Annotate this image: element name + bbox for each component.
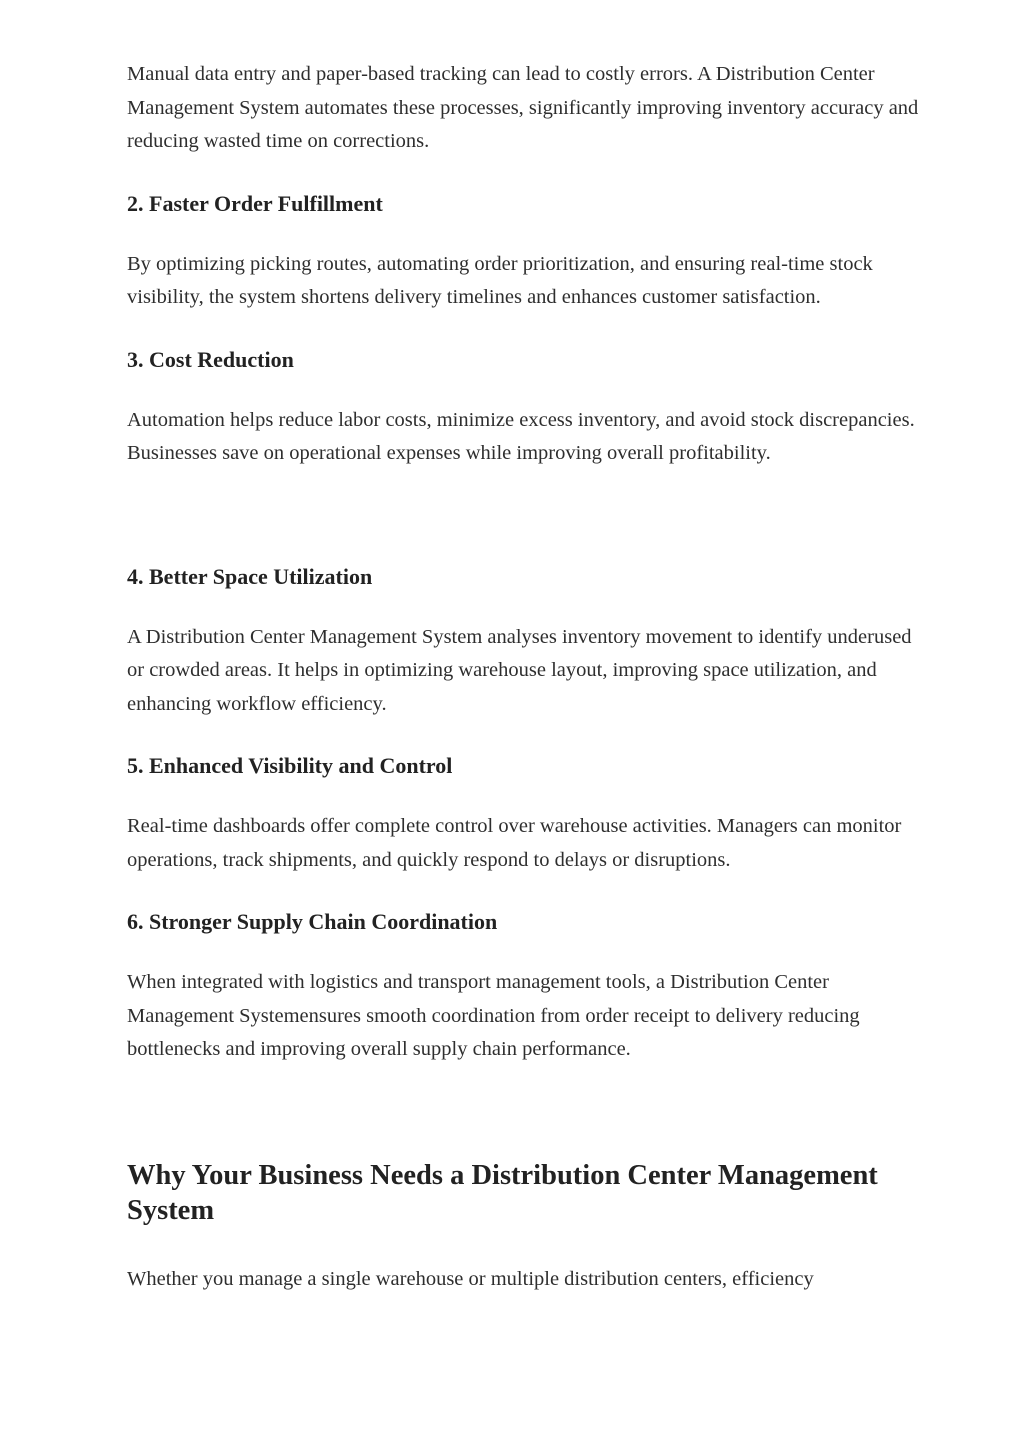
benefit-text-cost-reduction: Automation helps reduce labor costs, minimize excess inventory, and avoid stock discrepancies. Businesses save on operational expenses while improving overall profitability. [127, 408, 915, 464]
benefit-text-faster-order-fulfillment: By optimizing picking routes, automating order prioritization, and ensuring real-time stock visibility, the system shortens delivery timelines and enhances customer satisfaction. [127, 252, 873, 308]
benefit-text-supply-chain: When integrated with logistics and transport management tools, a Distribution Center Management Systemensures smooth coordination from order receipt to delivery reducing bottlenecks and improving overall supply chain performance. [127, 971, 860, 1060]
benefit-heading-supply-chain: 6. Stronger Supply Chain Coordination [127, 909, 498, 934]
benefit-heading-cost-reduction: 3. Cost Reduction [127, 346, 294, 372]
section-heading: Why Your Business Needs a Distribution Center Management System [127, 1159, 878, 1226]
benefit-heading-visibility-control: 5. Enhanced Visibility and Control [127, 753, 453, 778]
benefit-text-space-utilization: A Distribution Center Management System analyses inventory movement to identify underused or crowded areas. It helps in optimizing warehouse layout, improving space utilization, and enhancing workflow efficiency. [127, 625, 912, 715]
benefit-heading-faster-order-fulfillment: 2. Faster Order Fulfillment [127, 190, 383, 216]
benefit-text-visibility-control: Real-time dashboards offer complete control over warehouse activities. Managers can monitor operations, track shipments, and quickly respond to delays or disruptions. [127, 815, 902, 871]
article-body [127, 58, 927, 1296]
section-paragraph: Whether you manage a single warehouse or multiple distribution centers, efficiency [127, 1267, 814, 1290]
benefit-heading-space-utilization: 4. Better Space Utilization [127, 563, 373, 589]
intro-paragraph: Manual data entry and paper-based tracking can lead to costly errors. A Distribution Center Management System automates these processes, significantly improving inventory accuracy and reducing wasted time on corrections. [127, 63, 919, 152]
